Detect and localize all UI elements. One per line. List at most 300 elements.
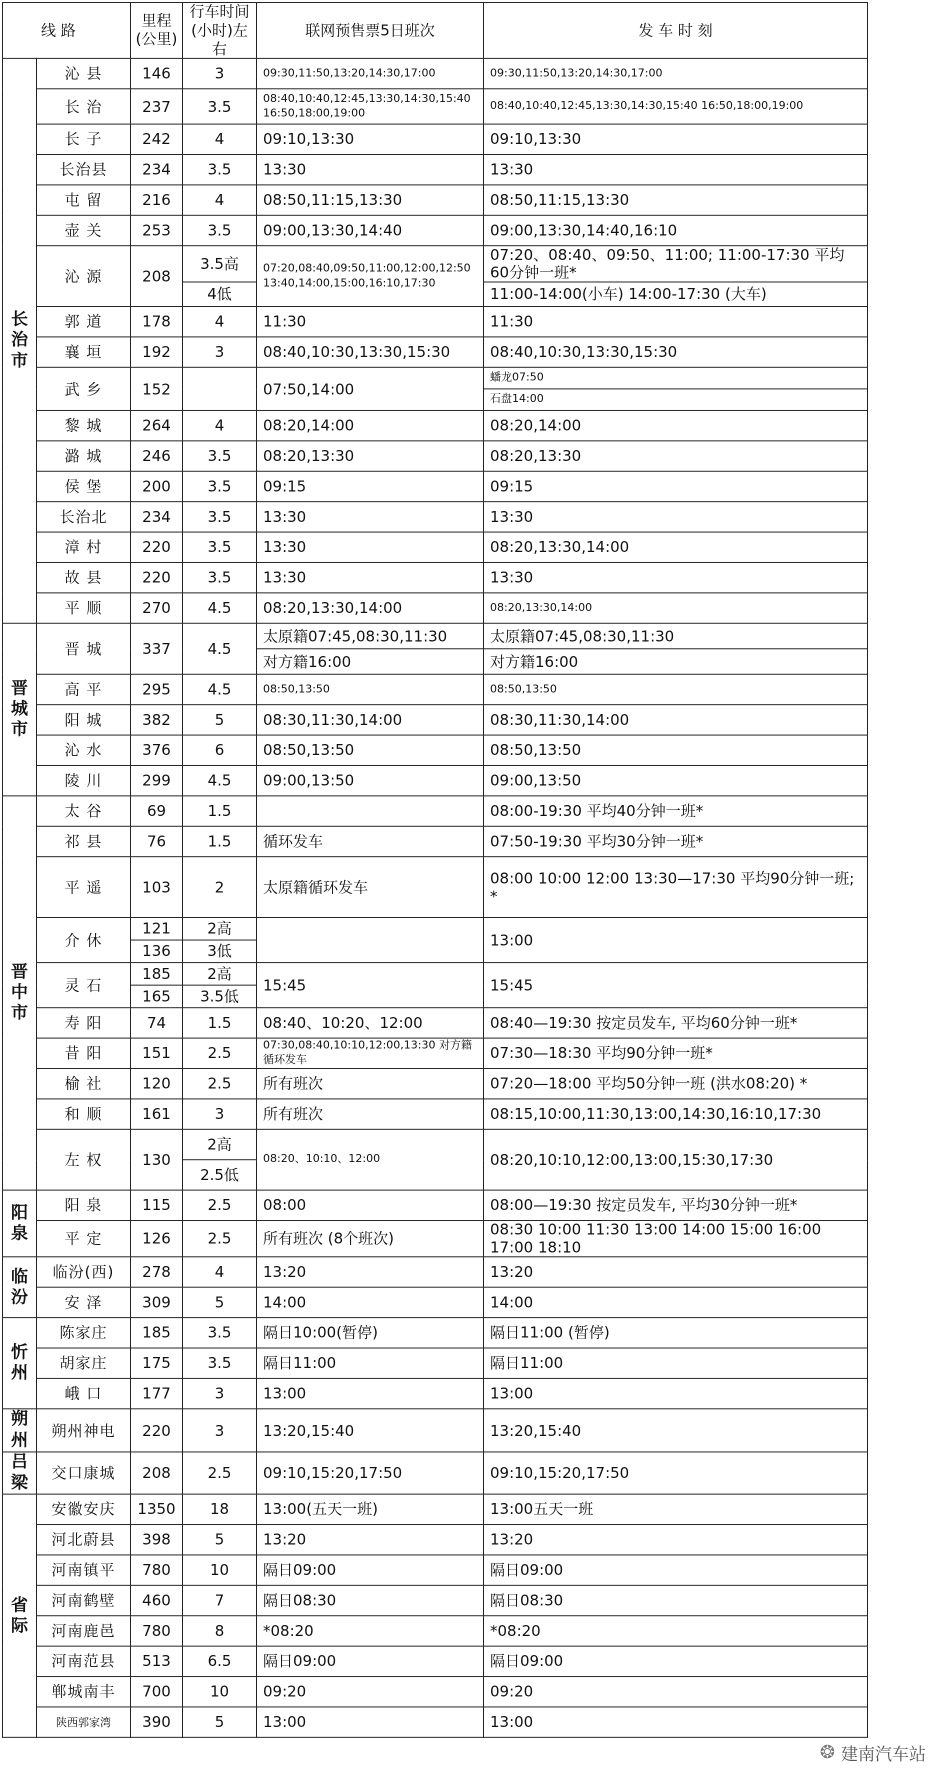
presale-schedule: 08:50,13:50: [257, 735, 484, 765]
presale-schedule: 08:40,10:40,12:45,13:30,14:30,15:40 16:50,18:00,19:00: [257, 89, 484, 124]
route-name: 屯 留: [37, 185, 131, 215]
route-name: 平 定: [37, 1221, 131, 1257]
departure-schedule: 08:40—19:30 按定员发车, 平均60分钟一班*: [484, 1008, 868, 1038]
presale-schedule: 08:00: [257, 1190, 484, 1220]
route-name: 壶 关: [37, 216, 131, 246]
table-row: [3, 185, 868, 215]
table-row: [3, 1555, 868, 1585]
departure-schedule: 08:30 10:00 11:30 13:00 14:00 15:00 16:00 17:00 18:10: [484, 1221, 868, 1257]
route-name: 武 乡: [37, 368, 131, 411]
header-presale: 联网预售票5日班次: [257, 2, 484, 58]
distance-value: 398: [131, 1525, 183, 1555]
header-distance: 里程 (公里): [131, 2, 183, 58]
presale-schedule: 07:30,08:40,10:10,12:00,13:30 对方籍循环发车: [257, 1038, 484, 1068]
region-label: 临汾: [3, 1257, 37, 1318]
distance-value: 237: [131, 89, 183, 124]
duration-value: 2.5: [183, 1069, 257, 1099]
distance-value: 130: [131, 1130, 183, 1191]
table-row: [3, 307, 868, 337]
presale-schedule: 所有班次 (8个班次): [257, 1221, 484, 1257]
table-row: [3, 705, 868, 735]
distance-value: 120: [131, 1069, 183, 1099]
presale-schedule: 隔日10:00(暂停): [257, 1318, 484, 1348]
departure-schedule: 07:30—18:30 平均90分钟一班*: [484, 1038, 868, 1068]
region-label: 阳泉: [3, 1190, 37, 1257]
departure-schedule: 13:00五天一班: [484, 1494, 868, 1524]
presale-schedule: 所有班次: [257, 1069, 484, 1099]
presale-schedule: 14:00: [257, 1287, 484, 1317]
departure-schedule: 15:45: [484, 963, 868, 1008]
table-row: [3, 1130, 868, 1160]
route-name: 沁 水: [37, 735, 131, 765]
departure-schedule: 13:00: [484, 1707, 868, 1737]
table-row: [3, 624, 868, 649]
table-row: [3, 1069, 868, 1099]
table-row: [3, 1348, 868, 1378]
duration-value: 3.5: [183, 502, 257, 532]
route-name: 平 顺: [37, 593, 131, 623]
table-row: [3, 1008, 868, 1038]
departure-schedule: 09:00,13:30,14:40,16:10: [484, 216, 868, 246]
table-row: [3, 1525, 868, 1555]
route-name: 昔 阳: [37, 1038, 131, 1068]
presale-schedule: 13:20: [257, 1257, 484, 1287]
table-row: [3, 1586, 868, 1616]
distance-value: 208: [131, 1452, 183, 1495]
presale-schedule: 07:50,14:00: [257, 368, 484, 411]
region-label: 省际: [3, 1494, 37, 1737]
duration-value: 2.5: [183, 1452, 257, 1495]
duration-value: 2.5低: [183, 1160, 257, 1190]
distance-value: 151: [131, 1038, 183, 1068]
table-row: [3, 246, 868, 282]
table-row: [3, 502, 868, 532]
departure-schedule: 蟠龙07:50: [484, 368, 868, 390]
presale-schedule: 13:20,15:40: [257, 1409, 484, 1452]
table-row: [3, 1318, 868, 1348]
distance-value: 234: [131, 502, 183, 532]
departure-schedule: 09:15: [484, 472, 868, 502]
table-header-row: [3, 2, 868, 58]
distance-value: 270: [131, 593, 183, 623]
duration-value: 2: [183, 857, 257, 918]
duration-value: 3: [183, 1099, 257, 1129]
route-name: 河北蔚县: [37, 1525, 131, 1555]
departure-schedule: 石盘14:00: [484, 389, 868, 411]
route-name: 平 遥: [37, 857, 131, 918]
table-row: [3, 532, 868, 562]
duration-value: 3.5: [183, 563, 257, 593]
departure-schedule: 09:10,15:20,17:50: [484, 1452, 868, 1495]
presale-schedule: 隔日11:00: [257, 1348, 484, 1378]
route-name: 郸城南丰: [37, 1677, 131, 1707]
departure-schedule: 08:40,10:40,12:45,13:30,14:30,15:40 16:50,18:00,19:00: [484, 89, 868, 124]
presale-schedule: 15:45: [257, 963, 484, 1008]
presale-schedule: 07:20,08:40,09:50,11:00,12:00,12:50 13:40,14:00,15:00,16:10,17:30: [257, 246, 484, 307]
route-name: 黎 城: [37, 411, 131, 441]
duration-value: 2高: [183, 963, 257, 986]
departure-schedule: 09:00,13:50: [484, 766, 868, 796]
duration-value: 4.5: [183, 675, 257, 705]
distance-value: 165: [131, 985, 183, 1008]
distance-value: 460: [131, 1586, 183, 1616]
duration-value: 6: [183, 735, 257, 765]
presale-schedule: 09:00,13:50: [257, 766, 484, 796]
distance-value: 220: [131, 1409, 183, 1452]
table-row: [3, 918, 868, 941]
departure-schedule: 08:20,14:00: [484, 411, 868, 441]
departure-schedule: 13:20: [484, 1257, 868, 1287]
duration-value: 2高: [183, 918, 257, 941]
distance-value: 103: [131, 857, 183, 918]
table-row: [3, 337, 868, 367]
route-name: 介 休: [37, 918, 131, 963]
route-name: 安 泽: [37, 1287, 131, 1317]
presale-schedule: 所有班次: [257, 1099, 484, 1129]
distance-value: 177: [131, 1379, 183, 1409]
route-name: 故 县: [37, 563, 131, 593]
table-row: [3, 827, 868, 857]
presale-schedule: 13:30: [257, 155, 484, 185]
duration-value: 3: [183, 1409, 257, 1452]
route-name: 高 平: [37, 675, 131, 705]
route-name: 襄 垣: [37, 337, 131, 367]
distance-value: 126: [131, 1221, 183, 1257]
table-row: [3, 675, 868, 705]
table-row: [3, 593, 868, 623]
route-name: 朔州神电: [37, 1409, 131, 1452]
distance-value: 161: [131, 1099, 183, 1129]
duration-value: 3.5高: [183, 246, 257, 282]
presale-schedule: 循环发车: [257, 827, 484, 857]
duration-value: 4.5: [183, 593, 257, 623]
presale-schedule: 08:20,14:00: [257, 411, 484, 441]
presale-schedule: 太原籍循环发车: [257, 857, 484, 918]
route-name: 陈家庄: [37, 1318, 131, 1348]
duration-value: 2.5: [183, 1221, 257, 1257]
duration-value: 5: [183, 1525, 257, 1555]
duration-value: 4: [183, 1257, 257, 1287]
route-name: 榆 社: [37, 1069, 131, 1099]
region-label: 忻州: [3, 1318, 37, 1409]
distance-value: 185: [131, 963, 183, 986]
distance-value: 136: [131, 940, 183, 963]
footer-watermark: [820, 1740, 926, 1765]
distance-value: 152: [131, 368, 183, 411]
presale-schedule: 隔日09:00: [257, 1555, 484, 1585]
duration-value: 1.5: [183, 827, 257, 857]
duration-value: 18: [183, 1494, 257, 1524]
route-name: 临汾(西): [37, 1257, 131, 1287]
presale-schedule: 13:00: [257, 1707, 484, 1737]
departure-schedule: 08:20,10:10,12:00,13:00,15:30,17:30: [484, 1130, 868, 1191]
departure-schedule: 08:00 10:00 12:00 13:30—17:30 平均90分钟一班; *: [484, 857, 868, 918]
table-row: [3, 1038, 868, 1068]
distance-value: 253: [131, 216, 183, 246]
table-row: [3, 735, 868, 765]
presale-schedule: 08:40、10:20、12:00: [257, 1008, 484, 1038]
duration-value: 2高: [183, 1130, 257, 1160]
region-label: 晋城市: [3, 624, 37, 797]
distance-value: 278: [131, 1257, 183, 1287]
region-label: 晋中市: [3, 796, 37, 1190]
duration-value: 3.5: [183, 441, 257, 471]
route-name: 陵 川: [37, 766, 131, 796]
presale-schedule: 09:15: [257, 472, 484, 502]
departure-schedule: 08:40,10:30,13:30,15:30: [484, 337, 868, 367]
route-name: 晋 城: [37, 624, 131, 675]
departure-schedule: 13:30: [484, 502, 868, 532]
distance-value: 1350: [131, 1494, 183, 1524]
route-name: 侯 堡: [37, 472, 131, 502]
presale-schedule: 09:10,15:20,17:50: [257, 1452, 484, 1495]
footer-label: 建南汽车站: [841, 1745, 926, 1765]
distance-value: 700: [131, 1677, 183, 1707]
duration-value: 2.5: [183, 1190, 257, 1220]
departure-schedule: 11:00-14:00(小车) 14:00-17:30 (大车): [484, 282, 868, 307]
table-row: [3, 411, 868, 441]
departure-schedule: 08:50,11:15,13:30: [484, 185, 868, 215]
route-name: 寿 阳: [37, 1008, 131, 1038]
duration-value: 4: [183, 411, 257, 441]
duration-value: 3.5: [183, 1348, 257, 1378]
table-row: [3, 1287, 868, 1317]
table-row: [3, 1379, 868, 1409]
duration-value: 3低: [183, 940, 257, 963]
duration-value: 4低: [183, 282, 257, 307]
route-name: 交口康城: [37, 1452, 131, 1495]
departure-schedule: 13:20,15:40: [484, 1409, 868, 1452]
duration-value: 3.5低: [183, 985, 257, 1008]
duration-value: 4.5: [183, 766, 257, 796]
presale-schedule: 08:50,13:50: [257, 675, 484, 705]
departure-schedule: 13:00: [484, 1379, 868, 1409]
departure-schedule: 07:50-19:30 平均30分钟一班*: [484, 827, 868, 857]
header-duration: 行车时间 (小时)左右: [183, 2, 257, 58]
route-name: 河南鹿邑: [37, 1616, 131, 1646]
presale-schedule: 太原籍07:45,08:30,11:30: [257, 624, 484, 649]
route-name: 长治县: [37, 155, 131, 185]
presale-schedule: 隔日08:30: [257, 1586, 484, 1616]
presale-schedule: 08:20、10:10、12:00: [257, 1130, 484, 1191]
route-name: 河南鹤壁: [37, 1586, 131, 1616]
presale-schedule: 09:30,11:50,13:20,14:30,17:00: [257, 59, 484, 89]
duration-value: 7: [183, 1586, 257, 1616]
table-row: [3, 857, 868, 918]
region-label: 长治市: [3, 59, 37, 624]
route-name: 峨 口: [37, 1379, 131, 1409]
route-name: 沁 县: [37, 59, 131, 89]
presale-schedule: 对方籍16:00: [257, 649, 484, 674]
table-row: [3, 441, 868, 471]
departure-schedule: 07:20、08:40、09:50、11:00; 11:00-17:30 平均60分钟一班*: [484, 246, 868, 282]
distance-value: 309: [131, 1287, 183, 1317]
duration-value: 3: [183, 59, 257, 89]
route-name: 长治北: [37, 502, 131, 532]
duration-value: 3.5: [183, 89, 257, 124]
wechat-icon: ❂: [819, 1742, 835, 1763]
region-label: 吕梁: [3, 1452, 37, 1495]
distance-value: 74: [131, 1008, 183, 1038]
table-row: [3, 1646, 868, 1676]
distance-value: 382: [131, 705, 183, 735]
duration-value: 5: [183, 1707, 257, 1737]
table-row: [3, 124, 868, 154]
departure-schedule: 隔日09:00: [484, 1555, 868, 1585]
duration-value: 6.5: [183, 1646, 257, 1676]
duration-value: 1.5: [183, 796, 257, 826]
route-name: 安徽安庆: [37, 1494, 131, 1524]
presale-schedule: [257, 918, 484, 963]
presale-schedule: 13:20: [257, 1525, 484, 1555]
presale-schedule: 13:00: [257, 1379, 484, 1409]
presale-schedule: 13:30: [257, 532, 484, 562]
duration-value: 3.5: [183, 1318, 257, 1348]
duration-value: [183, 368, 257, 411]
table-row: [3, 766, 868, 796]
table-row: [3, 472, 868, 502]
distance-value: 146: [131, 59, 183, 89]
duration-value: 3.5: [183, 155, 257, 185]
departure-schedule: 08:20,13:30,14:00: [484, 593, 868, 623]
distance-value: 216: [131, 185, 183, 215]
duration-value: 4: [183, 307, 257, 337]
route-name: 长 子: [37, 124, 131, 154]
departure-schedule: 08:50,13:50: [484, 735, 868, 765]
presale-schedule: 09:00,13:30,14:40: [257, 216, 484, 246]
table-row: [3, 1677, 868, 1707]
header-route: 线 路: [3, 2, 131, 58]
distance-value: 192: [131, 337, 183, 367]
table-row: [3, 1616, 868, 1646]
presale-schedule: 09:20: [257, 1677, 484, 1707]
duration-value: 10: [183, 1677, 257, 1707]
table-row: [3, 216, 868, 246]
region-label: 朔州: [3, 1409, 37, 1452]
departure-schedule: 隔日09:00: [484, 1646, 868, 1676]
departure-schedule: 隔日11:00 (暂停): [484, 1318, 868, 1348]
route-name: 和 顺: [37, 1099, 131, 1129]
departure-schedule: 09:10,13:30: [484, 124, 868, 154]
table-row: [3, 59, 868, 89]
presale-schedule: 13:30: [257, 563, 484, 593]
distance-value: 220: [131, 563, 183, 593]
departure-schedule: 09:30,11:50,13:20,14:30,17:00: [484, 59, 868, 89]
duration-value: 3: [183, 1379, 257, 1409]
departure-schedule: 13:30: [484, 155, 868, 185]
duration-value: 3.5: [183, 472, 257, 502]
route-name: 郭 道: [37, 307, 131, 337]
presale-schedule: 09:10,13:30: [257, 124, 484, 154]
duration-value: 5: [183, 1287, 257, 1317]
duration-value: 8: [183, 1616, 257, 1646]
distance-value: 234: [131, 155, 183, 185]
route-name: 陕西郭家湾: [37, 1707, 131, 1737]
distance-value: 115: [131, 1190, 183, 1220]
presale-schedule: 08:30,11:30,14:00: [257, 705, 484, 735]
departure-schedule: 11:30: [484, 307, 868, 337]
departure-schedule: 08:20,13:30,14:00: [484, 532, 868, 562]
distance-value: 376: [131, 735, 183, 765]
route-name: 胡家庄: [37, 1348, 131, 1378]
duration-value: 1.5: [183, 1008, 257, 1038]
departure-schedule: 08:00-19:30 平均40分钟一班*: [484, 796, 868, 826]
route-name: 阳 城: [37, 705, 131, 735]
table-row: [3, 1707, 868, 1737]
duration-value: 4.5: [183, 624, 257, 675]
distance-value: 246: [131, 441, 183, 471]
route-name: 祁 县: [37, 827, 131, 857]
duration-value: 2.5: [183, 1038, 257, 1068]
departure-schedule: 09:20: [484, 1677, 868, 1707]
table-row: [3, 368, 868, 390]
distance-value: 337: [131, 624, 183, 675]
presale-schedule: 08:20,13:30: [257, 441, 484, 471]
schedule-table: [2, 2, 868, 1738]
distance-value: 76: [131, 827, 183, 857]
duration-value: 3: [183, 337, 257, 367]
duration-value: 5: [183, 705, 257, 735]
departure-schedule: 08:30,11:30,14:00: [484, 705, 868, 735]
distance-value: 390: [131, 1707, 183, 1737]
distance-value: 208: [131, 246, 183, 307]
duration-value: 3.5: [183, 216, 257, 246]
departure-schedule: 隔日11:00: [484, 1348, 868, 1378]
route-name: 漳 村: [37, 532, 131, 562]
distance-value: 185: [131, 1318, 183, 1348]
departure-schedule: 08:00—19:30 按定员发车, 平均30分钟一班*: [484, 1190, 868, 1220]
distance-value: 780: [131, 1616, 183, 1646]
departure-schedule: 08:50,13:50: [484, 675, 868, 705]
route-name: 灵 石: [37, 963, 131, 1008]
distance-value: 295: [131, 675, 183, 705]
table-row: [3, 1190, 868, 1220]
distance-value: 780: [131, 1555, 183, 1585]
table-row: [3, 1452, 868, 1495]
distance-value: 200: [131, 472, 183, 502]
table-row: [3, 155, 868, 185]
presale-schedule: *08:20: [257, 1616, 484, 1646]
distance-value: 121: [131, 918, 183, 941]
departure-schedule: 13:30: [484, 563, 868, 593]
departure-schedule: 08:20,13:30: [484, 441, 868, 471]
departure-schedule: 隔日08:30: [484, 1586, 868, 1616]
presale-schedule: 13:30: [257, 502, 484, 532]
route-name: 左 权: [37, 1130, 131, 1191]
departure-schedule: 13:20: [484, 1525, 868, 1555]
distance-value: 299: [131, 766, 183, 796]
table-row: [3, 1409, 868, 1452]
presale-schedule: 11:30: [257, 307, 484, 337]
presale-schedule: 13:00(五天一班): [257, 1494, 484, 1524]
presale-schedule: 08:50,11:15,13:30: [257, 185, 484, 215]
presale-schedule: [257, 796, 484, 826]
route-name: 沁 源: [37, 246, 131, 307]
presale-schedule: 08:20,13:30,14:00: [257, 593, 484, 623]
route-name: 太 谷: [37, 796, 131, 826]
distance-value: 242: [131, 124, 183, 154]
table-row: [3, 796, 868, 826]
table-row: [3, 1494, 868, 1524]
distance-value: 175: [131, 1348, 183, 1378]
presale-schedule: 隔日09:00: [257, 1646, 484, 1676]
departure-schedule: *08:20: [484, 1616, 868, 1646]
distance-value: 69: [131, 796, 183, 826]
distance-value: 513: [131, 1646, 183, 1676]
table-row: [3, 963, 868, 986]
duration-value: 4: [183, 185, 257, 215]
distance-value: 220: [131, 532, 183, 562]
